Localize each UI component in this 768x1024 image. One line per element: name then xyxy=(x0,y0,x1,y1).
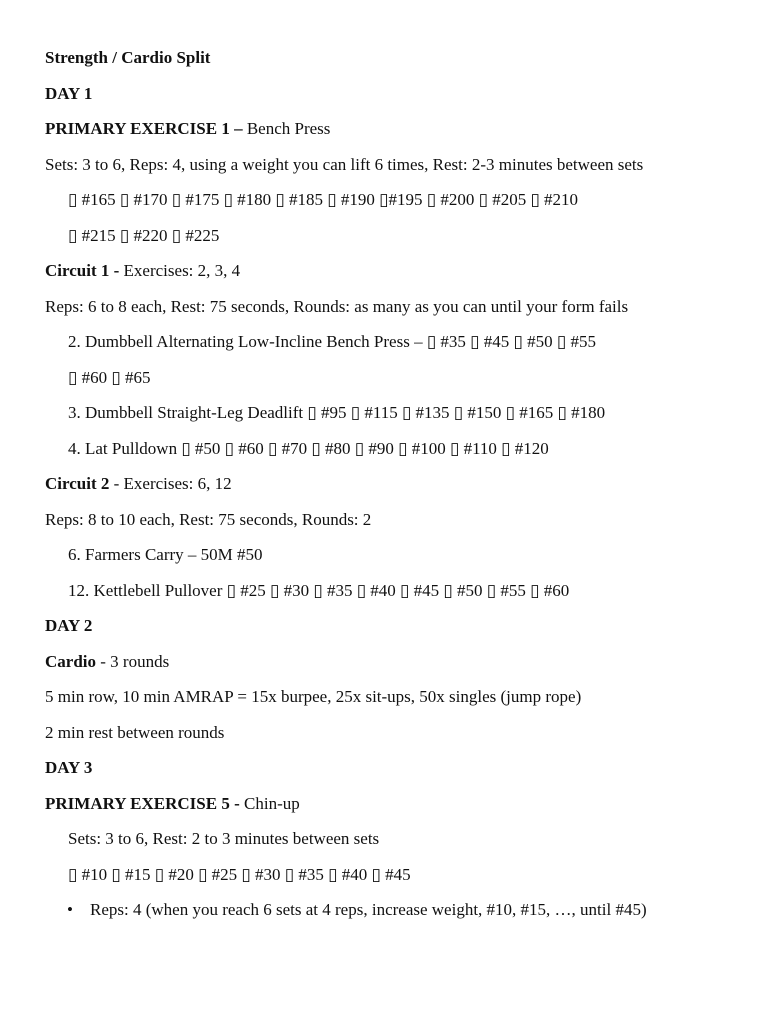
day1-sets-text: Sets: 3 to 6, Reps: 4, using a weight you can lift 6 times, Rest: 2-3 minutes between sets xyxy=(45,155,644,174)
circuit2-reps: Reps: 8 to 10 each, Rest: 75 seconds, Rounds: 2 xyxy=(45,510,372,529)
circuit2-exercise-12: 12. Kettlebell Pullover ▯ #25 ▯ #30 ▯ #35 ▯ #40 ▯ #45 ▯ #50 ▯ #55 ▯ #60 xyxy=(68,581,570,600)
circuit1-exercise-2: 2. Dumbbell Alternating Low-Incline Bench Press – ▯ #35 ▯ #45 ▯ #50 ▯ #55 xyxy=(68,332,596,351)
cardio-line-2: 2 min rest between rounds xyxy=(45,723,225,742)
primary-exercise-label: PRIMARY EXERCISE 1 – xyxy=(45,119,243,138)
day1-heading: DAY 1 xyxy=(45,84,93,103)
day1-weights-row-2: ▯ #215 ▯ #220 ▯ #225 xyxy=(68,226,220,245)
day2-heading: DAY 2 xyxy=(45,616,93,635)
circuit1-exercises: Exercises: 2, 3, 4 xyxy=(119,261,241,280)
day3-sets-text: Sets: 3 to 6, Rest: 2 to 3 minutes between sets xyxy=(68,829,380,848)
day3-reps-bullet: Reps: 4 (when you reach 6 sets at 4 reps, increase weight, #10, #15, …, until #45) xyxy=(90,900,647,919)
primary-exercise-name: Bench Press xyxy=(242,119,331,138)
circuit2-label: Circuit 2 xyxy=(45,474,110,493)
circuit1-reps: Reps: 6 to 8 each, Rest: 75 seconds, Rounds: as many as you can until your form fails xyxy=(45,297,629,316)
document-title: Strength / Cardio Split xyxy=(45,48,211,67)
day1-weights-row-1: ▯ #165 ▯ #170 ▯ #175 ▯ #180 ▯ #185 ▯ #190 ▯#195 ▯ #200 ▯ #205 ▯ #210 xyxy=(68,190,579,209)
day1-primary-exercise xyxy=(45,119,330,139)
circuit1-exercise-4: 4. Lat Pulldown ▯ #50 ▯ #60 ▯ #70 ▯ #80 ▯ #90 ▯ #100 ▯ #110 ▯ #120 xyxy=(68,439,549,458)
cardio-heading xyxy=(45,652,169,672)
circuit1-exercise-3: 3. Dumbbell Straight-Leg Deadlift ▯ #95 ▯ #115 ▯ #135 ▯ #150 ▯ #165 ▯ #180 xyxy=(68,403,606,422)
cardio-label: Cardio xyxy=(45,652,96,671)
cardio-rounds: - 3 rounds xyxy=(96,652,170,671)
day3-weights-row: ▯ #10 ▯ #15 ▯ #20 ▯ #25 ▯ #30 ▯ #35 ▯ #40 ▯ #45 xyxy=(68,865,411,884)
cardio-line-1: 5 min row, 10 min AMRAP = 15x burpee, 25x sit-ups, 50x singles (jump rope) xyxy=(45,687,582,706)
primary-exercise-5-label: PRIMARY EXERCISE 5 - xyxy=(45,794,240,813)
circuit1-label: Circuit 1 - xyxy=(45,261,120,280)
circuit1-heading xyxy=(45,261,240,281)
circuit1-exercise-2-cont: ▯ #60 ▯ #65 xyxy=(68,368,151,387)
day3-primary-exercise xyxy=(45,794,300,814)
circuit2-exercises: - Exercises: 6, 12 xyxy=(109,474,232,493)
circuit2-exercise-6: 6. Farmers Carry – 50M #50 xyxy=(68,545,263,564)
circuit2-heading xyxy=(45,474,232,494)
day3-heading: DAY 3 xyxy=(45,758,93,777)
primary-exercise-5-name: Chin-up xyxy=(239,794,300,813)
bullet-icon: • xyxy=(67,900,73,919)
